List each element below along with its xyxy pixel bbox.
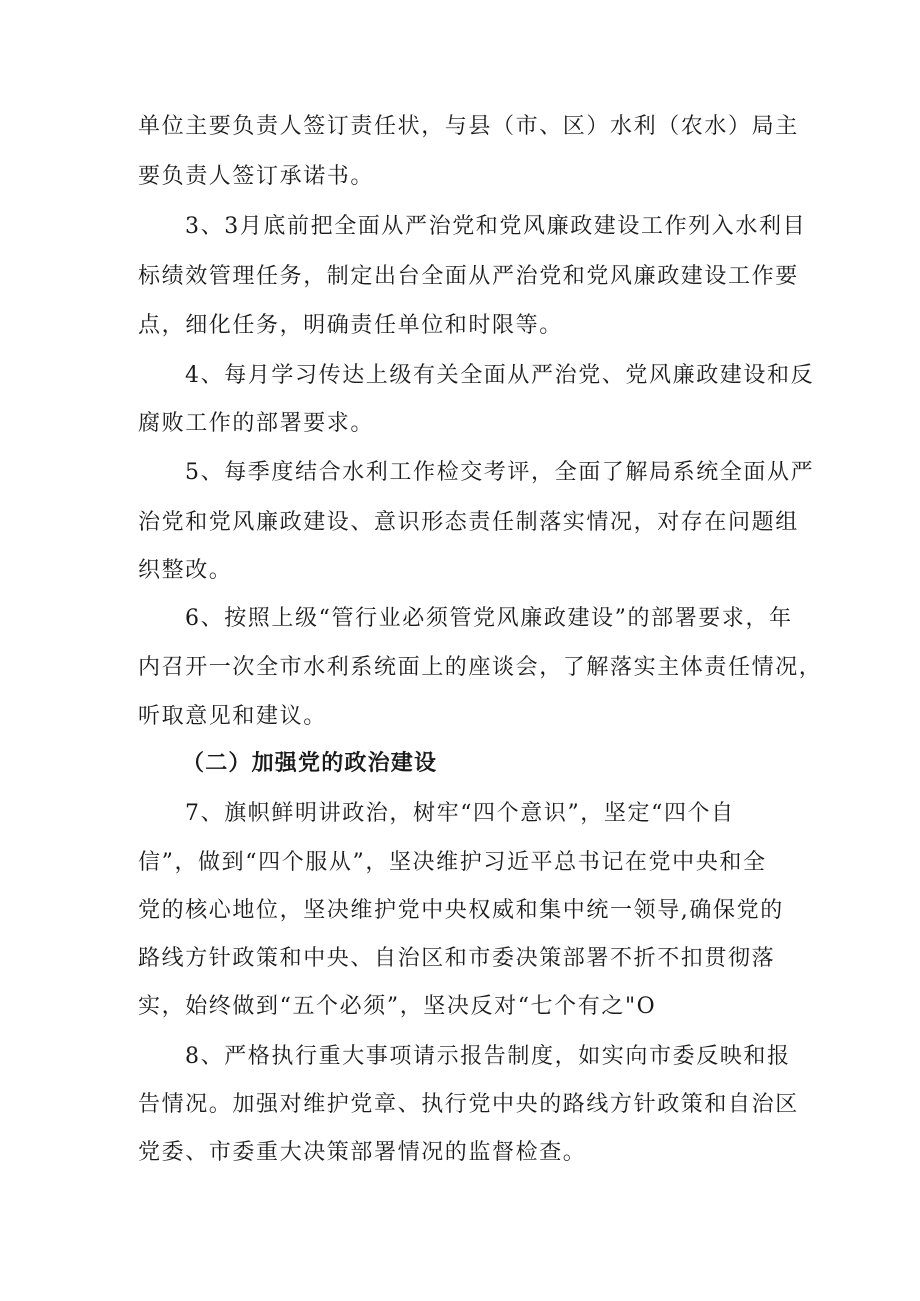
- paragraph-line: 单位主要负责人签订责任状，与县（市、区）水利（农水）局主: [138, 114, 799, 139]
- paragraph-line: 党的核心地位，坚决维护党中央权威和集中统一领导,确保党的: [138, 898, 784, 923]
- paragraph-line: 标绩效管理任务，制定出台全面从严治党和党风廉政建设工作要: [138, 264, 799, 289]
- paragraph-line: 要负责人签订承诺书。: [138, 164, 375, 189]
- paragraph-line: 3、3月底前把全面从严治党和党风廉政建设工作列入水利目: [185, 214, 807, 239]
- section-heading: （二）加强党的政治建设: [182, 751, 438, 776]
- paragraph-line: 告情况。加强对维护党章、执行党中央的路线方针政策和自治区: [138, 1092, 799, 1117]
- paragraph-line: 党委、市委重大决策部署情况的监督检查。: [138, 1140, 587, 1165]
- paragraph-line: 点，细化任务，明确责任单位和时限等。: [138, 313, 563, 338]
- paragraph-line: 织整改。: [138, 558, 233, 583]
- paragraph-line: 实，始终做到“五个必须”，坚决反对“七个有之"O: [138, 994, 657, 1019]
- paragraph-line: 6、按照上级“管行业必须管党风廉政建设”的部署要求，年: [185, 606, 793, 631]
- paragraph-line: 7、旗帜鲜明讲政治，树牢“四个意识”，坚定“四个自: [185, 801, 735, 826]
- paragraph-line: 路线方针政策和中央、自治区和市委决策部署不折不扣贯彻落: [138, 946, 776, 971]
- paragraph-line: 信”，做到“四个服从”，坚决维护习近平总书记在党中央和全: [138, 850, 767, 875]
- paragraph-line: 8、严格执行重大事项请示报告制度，如实向市委反映和报: [185, 1044, 791, 1069]
- paragraph-line: 4、每月学习传达上级有关全面从严治党、党风廉政建设和反: [185, 363, 815, 388]
- paragraph-line: 听取意见和建议。: [138, 704, 327, 729]
- paragraph-line: 内召开一次全市水利系统面上的座谈会，了解落实主体责任情况，: [138, 655, 823, 680]
- paragraph-line: 5、每季度结合水利工作检交考评，全面了解局系统全面从严: [185, 460, 815, 485]
- paragraph-line: 治党和党风廉政建设、意识形态责任制落实情况，对存在问题组: [138, 510, 799, 535]
- paragraph-line: 腐败工作的部署要求。: [138, 411, 375, 436]
